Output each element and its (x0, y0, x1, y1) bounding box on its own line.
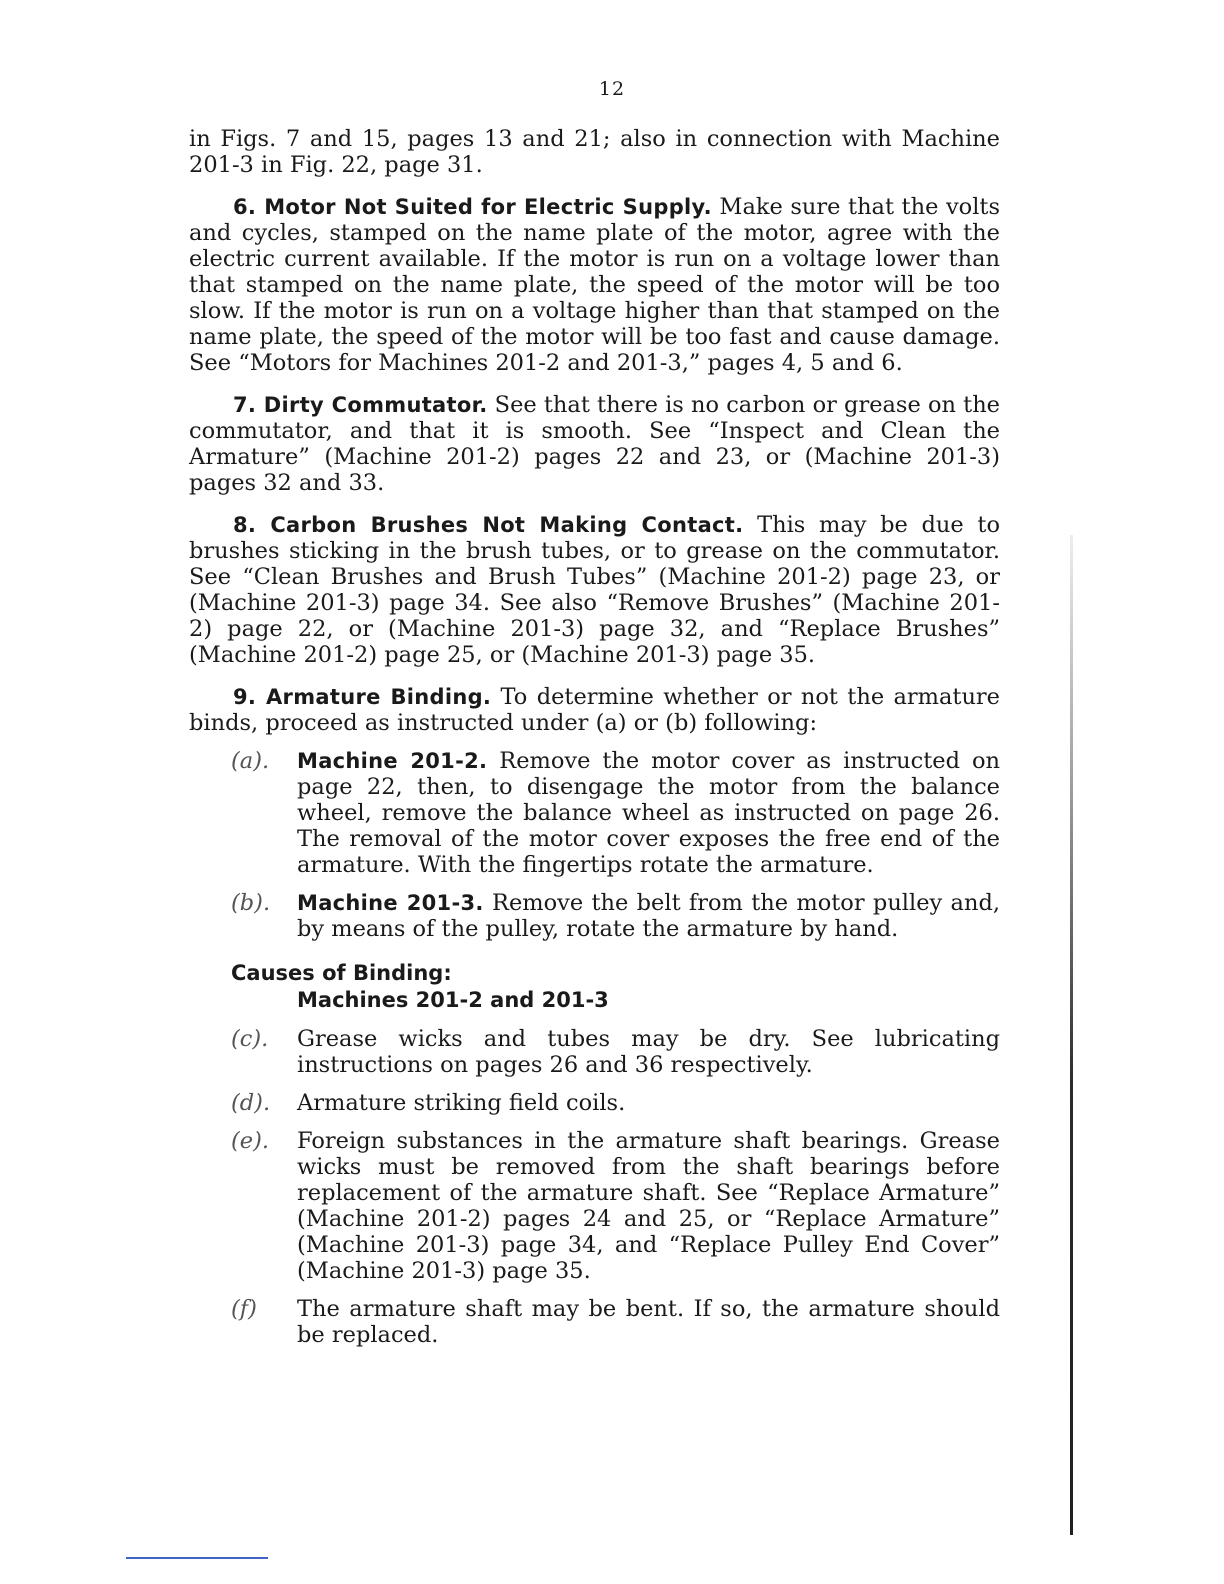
cause-d-label: (d). (231, 1090, 271, 1116)
cause-e (189, 1128, 1000, 1284)
cause-c-text: Grease wicks and tubes may be dry. See lubricating instructions on pages 26 and 36 respectively. (297, 1026, 1000, 1078)
subitem-b-text: Remove the belt from the motor pulley and, by means of the pulley, rotate the armature by hand. (297, 890, 1001, 942)
section-9 (189, 684, 1000, 736)
section-9-heading: 9. Armature Binding. (233, 685, 492, 709)
page-body (189, 126, 1000, 1348)
section-6 (189, 194, 1000, 376)
subitem-a (189, 748, 1000, 878)
cause-d (189, 1090, 1000, 1116)
bottom-rule (126, 1557, 268, 1559)
causes-heading-line1: Causes of Binding: (231, 961, 452, 985)
subitem-a-label: (a). (231, 748, 270, 774)
cause-e-text: Foreign substances in the armature shaft bearings. Grease wicks must be removed from the shaft bearings before replacement of the armature shaft. See “Replace Armature” (Machine 201-2) pages 24 and 25, or “Replace Armature” (Machine 201-3) page 34, and “Replace Pulley End Cover” (Machine 201-3) page 35. (297, 1128, 1000, 1284)
section-8 (189, 512, 1000, 668)
cause-f-text: The armature shaft may be bent. If so, the armature should be replaced. (297, 1296, 1000, 1348)
cause-f (189, 1296, 1000, 1348)
section-7-heading: 7. Dirty Commutator. (233, 393, 488, 417)
cause-d-text: Armature striking field coils. (297, 1090, 626, 1116)
subitem-a-text: Remove the motor cover as instructed on page 22, then, to disengage the motor from the balance wheel, remove the balance wheel as instructed on page 26. The removal of the motor cover exposes the free end of the armature. With the fingertips rotate the armature. (297, 748, 1000, 878)
subitem-b (189, 890, 1000, 942)
section-7 (189, 392, 1000, 496)
intro-paragraph: in Figs. 7 and 15, pages 13 and 21; also in connection with Machine 201-3 in Fig. 22, page 31. (189, 126, 1000, 178)
subitem-b-label: (b). (231, 890, 271, 916)
section-6-text: Make sure that the volts and cycles, stamped on the name plate of the motor, agree with the electric current available. If the motor is run on a voltage lower than that stamped on the name plate, the speed of the motor will be too slow. If the motor is run on a voltage higher than that stamped on the name plate, the speed of the motor will be too fast and cause damage. See “Motors for Machines 201-2 and 201-3,” pages 4, 5 and 6. (189, 194, 1000, 376)
cause-c-label: (c). (231, 1026, 269, 1052)
section-9-text: To determine whether or not the armature binds, proceed as instructed under (a) or (b) following: (189, 684, 1001, 736)
section-6-heading: 6. Motor Not Suited for Electric Supply. (233, 195, 712, 219)
causes-heading (189, 960, 1000, 1014)
section-8-text: This may be due to brushes sticking in the brush tubes, or to grease on the commutator. See “Clean Brushes and Brush Tubes” (Machine 201-2) page 23, or (Machine 201-3) page 34. See also “Remove Brushes” (Machine 201-2) page 22, or (Machine 201-3) page 32, and “Replace Brushes” (Machine 201-2) page 25, or (Machine 201-3) page 35. (189, 512, 1000, 668)
causes-heading-line2: Machines 201-2 and 201-3 (297, 988, 609, 1012)
cause-c (189, 1026, 1000, 1078)
cause-f-label: (f) (231, 1296, 257, 1322)
scan-margin-line (1070, 535, 1073, 1535)
subitem-a-heading: Machine 201-2. (297, 749, 488, 773)
subitem-b-heading: Machine 201-3. (297, 891, 484, 915)
section-8-heading: 8. Carbon Brushes Not Making Contact. (233, 513, 744, 537)
section-7-text: See that there is no carbon or grease on the commutator, and that it is smooth. See “Inspect and Clean the Armature” (Machine 201-2) pages 22 and 23, or (Machine 201-3) pages 32 and 33. (189, 392, 1000, 496)
page-number: 12 (598, 78, 626, 100)
cause-e-label: (e). (231, 1128, 270, 1154)
